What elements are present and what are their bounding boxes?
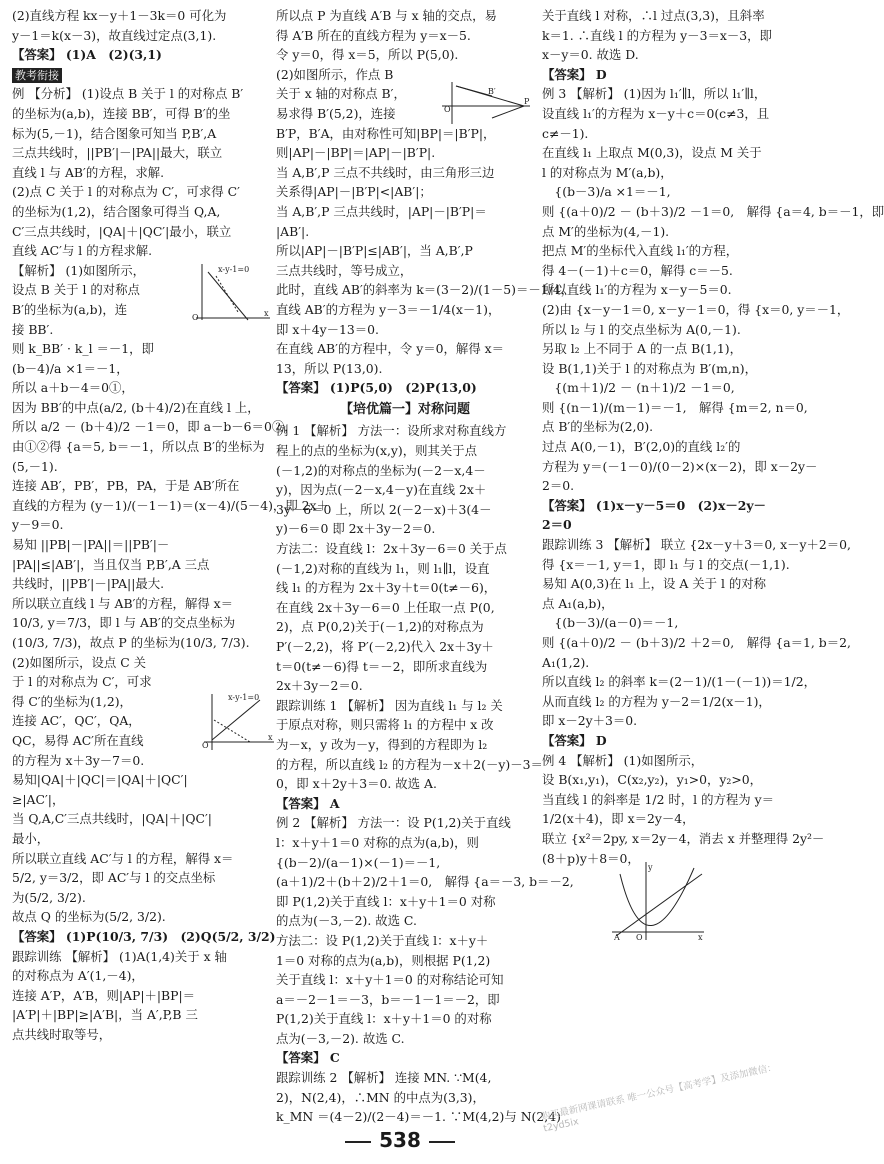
text-line: C′三点共线时，|QA|＋|QC′|最小，联立	[12, 223, 232, 239]
text-line: 2x＋3y－2＝0.	[276, 678, 363, 694]
text-line: 1/2(x＋4)，即 x＝2y－4，	[542, 811, 695, 827]
text-line: 所以联立直线 AC′与 l 的方程，解得 x＝	[12, 850, 234, 866]
text-line: 令 y＝0，得 x＝5，所以 P(5,0).	[276, 47, 459, 63]
text-line: 从而直线 l₂ 的方程为 y－2＝1/2(x－1)，	[542, 693, 771, 709]
text-line: 10/3, y＝7/3，即 l 与 AB′的交点坐标为	[12, 615, 236, 631]
figure-x-axis-reflection	[432, 80, 532, 126]
text-line: 直线 AC′与 l 的方程求解.	[12, 243, 153, 259]
text-line: 共线时，||PB′|－|PA||最大.	[12, 576, 165, 592]
text-line: 2)，点 P(0,2)关于(－1,2)的对称点为	[276, 619, 484, 635]
text-line: 点共线时取等号，	[12, 1026, 112, 1042]
text-line: 例 4 【解析】 (1)如图所示，	[542, 752, 704, 768]
svg-text:O: O	[202, 741, 209, 750]
text-line: 易知|QA|＋|QC|＝|QA|＋|QC′|	[12, 772, 188, 788]
text-line: 则 {(a＋0)/2 － (b＋3)/2 ＋2＝0, 解得 {a＝1, b＝2,	[542, 635, 851, 650]
text-line: |AB′|.	[276, 223, 310, 239]
answer-line: 【答案】 (1)A (2)(3,1)	[12, 47, 162, 63]
text-line: 例 【分析】 (1)设点 B 关于 l 的对称点 B′	[12, 86, 244, 102]
text-line: 在直线 AB′的方程中，令 y＝0，解得 x＝	[276, 341, 505, 357]
text-line: 1＝0 对称的点为(a,b)，则根据 P(1,2)	[276, 952, 491, 968]
text-line: 0，即 x＋2y＋3＝0. 故选 A.	[276, 776, 437, 792]
text-line: 即 x－2y＋3＝0.	[542, 713, 638, 729]
svg-text:O: O	[636, 933, 643, 942]
svg-text:B′: B′	[488, 87, 496, 96]
text-line: 所以 a/2 － (b＋4)/2 －1＝0，即 a－b－6＝0②，	[12, 419, 297, 435]
text-line: 得 A′B 所在的直线方程为 y＝x－5.	[276, 27, 471, 43]
watermark-text: 购买最新网课请联系 唯一公众号【高考学】及添加微信：t2yd5ix	[540, 1061, 778, 1135]
text-line: (2)由 {x－y－1＝0, x－y－1＝0，得 {x＝0, y＝－1，	[542, 301, 850, 317]
answer-line: 【答案】 D	[542, 732, 607, 748]
text-line: 为(5/2, 3/2).	[12, 889, 86, 905]
text-line: 的对称点为 A′(1,－4)，	[12, 968, 144, 984]
svg-text:x: x	[268, 733, 273, 742]
text-line: 例 1 【解析】 方法一：设所求对称直线方	[276, 423, 507, 439]
text-line: 方程为 y＝(－1－0)/(0－2)×(x－2)，即 x－2y－	[542, 458, 818, 474]
section-heading: 【培优篇一】对称问题	[339, 401, 470, 417]
text-line: (b－4)/a ×1＝－1，	[12, 360, 129, 376]
text-line: 接 BB′.	[12, 321, 54, 337]
text-line: 标为(5,－1)，结合图象可知当 P,B′,A	[12, 125, 217, 141]
text-line: (－1,2)对称的直线为 l₁，则 l₁∥l，设直	[276, 560, 490, 576]
text-line: (2)直线方程 kx－y＋1－3k＝0 可化为	[12, 8, 227, 23]
text-line: 即 P(1,2)关于直线 l：x＋y＋1＝0 对称	[276, 893, 496, 909]
text-line: k_MN ＝(4－2)/(2－4)＝－1. ∵M(4,2)与 N(2,4)	[276, 1109, 561, 1125]
text-line: 3y－6＝0 上，所以 2(－2－x)＋3(4－	[276, 501, 492, 517]
text-line: y)－6＝0 即 2x＋3y－2＝0.	[276, 521, 436, 537]
answer-line: 2＝0	[542, 517, 572, 533]
text-line: 当 A,B′,P 三点共线时，|AP|－|B′P|＝	[276, 203, 487, 219]
text-line: 当 A,B′,P 三点不共线时，由三角形三边	[276, 164, 495, 180]
text-line: 所以|AP|－|B′P|≤|AB′|，当 A,B′,P	[276, 243, 473, 259]
text-line: 三点共线时，||PB′|－|PA||最大，联立	[12, 145, 223, 161]
svg-text:P: P	[524, 97, 530, 106]
text-line: 在直线 l₁ 上取点 M(0,3)，设点 M 关于	[542, 145, 762, 161]
text-line: 13，所以 P(13,0).	[276, 360, 383, 376]
text-line: (a＋1)/2＋(b＋2)/2＋1＝0, 解得 {a＝－3, b＝－2,	[276, 874, 574, 890]
text-line: 当直线 l 的斜率是 1/2 时，l 的方程为 y＝	[542, 791, 774, 807]
text-line: QC，易得 AC′所在直线	[12, 732, 144, 748]
text-line: 易知 A(0,3)在 l₁ 上，设 A 关于 l 的对称	[542, 576, 767, 592]
text-line: 2＝0.	[542, 478, 575, 494]
text-line: (－1,2)的对称点的坐标为(－2－x,4－	[276, 462, 486, 478]
text-line	[12, 65, 268, 85]
text-line: {(m＋1)/2 － (n＋1)/2 －1＝0,	[542, 380, 735, 396]
text-line: 点为(－3,－2). 故选 C.	[276, 1030, 405, 1046]
text-line: 点 A₁(a,b)，	[542, 595, 614, 611]
text-line: 点 B′的坐标为(2,0).	[542, 419, 654, 435]
text-line: 所以 a＋b－4＝0①，	[12, 380, 134, 396]
text-line: x－y＝0. 故选 D.	[542, 47, 639, 63]
text-line: a＝－2－1＝－3，b＝－1－1＝－2，即	[276, 991, 500, 1007]
text-line: 在直线 2x＋3y－6＝0 上任取一点 P(0,	[276, 599, 495, 615]
text-line: 三点共线时，等号成立，	[276, 262, 413, 278]
text-line: 连接 A′P，A′B，则|AP|＋|BP|＝	[12, 987, 196, 1003]
text-line: 2)，N(2,4)，∴MN 的中点为(3,3)，	[276, 1089, 485, 1105]
text-line: 所以点 P 为直线 A′B 与 x 轴的交点，易	[276, 8, 497, 23]
text-line: 易知 ||PB|－|PA||＝||PB′|－	[12, 537, 170, 553]
svg-text:x: x	[264, 309, 269, 318]
text-line: 即 x＋4y－13＝0.	[276, 321, 379, 337]
text-line: 易求得 B′(5,2)，连接	[276, 105, 396, 121]
text-line: 过点 A(0,－1)，B′(2,0)的直线 l₂′的	[542, 439, 741, 455]
text-line: 设直线 l₁′的方程为 x－y＋c＝0(c≠3，且	[542, 105, 770, 121]
text-line: 所以 l₂ 与 l 的交点坐标为 A(0,－1).	[542, 321, 741, 337]
svg-text:O: O	[444, 105, 451, 114]
text-line: B′的坐标为(a,b)，连	[12, 301, 128, 317]
answer-line: 【答案】 D	[542, 66, 607, 82]
svg-text:A: A	[614, 933, 620, 942]
svg-text:y: y	[648, 863, 653, 872]
text-line: 则|AP|－|BP|＝|AP|－|B′P|.	[276, 145, 436, 161]
text-line: 点 M′的坐标为(4,－1).	[542, 223, 670, 239]
text-line: 此时，直线 AB′的斜率为 k＝(3－2)/(1－5)＝－1/4，	[276, 282, 574, 298]
text-line: 直线的方程为 (y－1)/(－1－1)＝(x－4)/(5－4)，即 2x＋	[12, 497, 329, 513]
text-line: 方法二：设 P(1,2)关于直线 l：x＋y＋	[276, 932, 489, 948]
text-line: 连接 AC′，QC′，QA，	[12, 713, 141, 729]
text-line: 的坐标为(1,2)，结合图象可得当 Q,A,	[12, 203, 221, 219]
text-line: 则 {(n－1)/(m－1)＝－1, 解得 {m＝2, n＝0,	[542, 399, 808, 415]
text-line: 方法二：设直线 l：2x＋3y－6＝0 关于点	[276, 541, 507, 557]
text-line: 于 l 的对称点为 C′，可求	[12, 674, 152, 690]
svg-text:x: x	[698, 933, 703, 942]
answer-line: 【答案】 (1)P(5,0) (2)P(13,0)	[276, 380, 477, 396]
text-line: 跟踪训练 【解析】 (1)A(1,4)关于 x 轴	[12, 948, 227, 964]
text-line: 关系得|AP|－|B′P|<|AB′|；	[276, 184, 432, 200]
text-line: P′(－2,2)，将 P′(－2,2)代入 2x＋3y＋	[276, 639, 494, 654]
text-line: {(b－3)/a ×1＝－1,	[542, 184, 671, 200]
answer-line: 【答案】 (1)P(10/3, 7/3) (2)Q(5/2, 3/2)	[12, 928, 276, 944]
text-line: 设点 B 关于 l 的对称点	[12, 282, 140, 298]
text-line: 的方程为 x＋3y－7＝0.	[12, 752, 145, 768]
answer-line: 【答案】 A	[276, 795, 340, 811]
text-line: 得 4－(－1)＋c＝0，解得 c＝－5.	[542, 262, 733, 278]
text-line: y－1＝k(x－3)，故直线过定点(3,1).	[12, 27, 217, 43]
text-line: 得 {x＝－1, y＝1，即 l₁ 与 l 的交点(－1,1).	[542, 556, 790, 572]
text-line: 所以直线 l₂ 的斜率 k＝(2－1)/(1－(－1))＝1/2，	[542, 674, 816, 690]
answer-line: 【答案】 (1)x－y－5＝0 (2)x－2y－	[542, 497, 766, 513]
text-line: y)，因为点(－2－x,4－y)在直线 2x＋	[276, 482, 487, 498]
text-line: 直线 AB′的方程为 y－3＝－1/4(x－1)，	[276, 301, 501, 317]
page-number: 538	[0, 1128, 800, 1152]
text-line: y－9＝0.	[12, 517, 64, 533]
text-line: 当 Q,A,C′三点共线时，|QA|＋|QC′|	[12, 811, 212, 827]
text-line: 则 k_BB′ · k_l ＝－1，即	[12, 341, 154, 357]
text-line: 为－x，y 改为－y，得到的方程即为 l₂	[276, 736, 488, 752]
figure-reflection-B	[188, 262, 272, 322]
text-line: P(1,2)关于直线 l：x＋y＋1＝0 的对称	[276, 1011, 492, 1027]
text-line: 故点 Q 的坐标为(5/2, 3/2).	[12, 909, 166, 925]
text-line: l：x＋y＋1＝0 对称的点为(a,b)，则	[276, 834, 479, 850]
text-line: 跟踪训练 3 【解析】 联立 {2x－y＋3＝0, x－y＋2＝0,	[542, 537, 851, 553]
text-line: 跟踪训练 2 【解析】 连接 MN. ∵M(4,	[276, 1070, 492, 1086]
text-line: 关于直线 l：x＋y＋1＝0 的对称结论可知	[276, 972, 504, 988]
text-line: {(b－2)/(a－1)×(－1)＝－1,	[276, 854, 441, 870]
text-line: ≥|AC′|，	[12, 791, 65, 807]
text-line: 的方程，所以直线 l₂ 的方程为－x＋2(－y)－3＝	[276, 756, 543, 772]
text-line: 因为 BB′的中点(a/2, (b＋4)/2)在直线 l 上，	[12, 399, 260, 415]
text-line: (10/3, 7/3)，故点 P 的坐标为(10/3, 7/3).	[12, 635, 250, 650]
text-line: 连接 AB′，PB′，PB，PA，于是 AB′所在	[12, 478, 240, 494]
svg-text:O: O	[192, 313, 199, 322]
text-line: 所以联立直线 l 与 AB′的方程，解得 x＝	[12, 595, 234, 611]
text-line: 关于直线 l 对称，∴l 过点(3,3)，且斜率	[542, 8, 765, 23]
text-line: 例 2 【解析】 方法一：设 P(1,2)关于直线	[276, 815, 511, 831]
figure-reflection-C	[200, 690, 276, 752]
text-line: (2)如图所示，设点 C 关	[12, 654, 147, 670]
text-line: t＝0(t≠－6)得 t＝－2，即所求直线为	[276, 658, 488, 674]
text-line: 线 l₁ 的方程为 2x＋3y＋t＝0(t≠－6)，	[276, 580, 497, 596]
text-line: 所以直线 l₁′的方程为 x－y－5＝0.	[542, 282, 732, 298]
text-line: 联立 {x²＝2py, x＝2y－4，消去 x 并整理得 2y²－	[542, 830, 825, 846]
text-line: |A′P|＋|BP|≥|A′B|，当 A′,P,B 三	[12, 1007, 198, 1023]
text-line: 设 B(x₁,y₁)，C(x₂,y₂)，y₁>0，y₂>0，	[542, 772, 763, 788]
text-line: l 的对称点为 M′(a,b)，	[542, 164, 673, 180]
text-line: 把点 M′的坐标代入直线 l₁′的方程，	[542, 243, 739, 259]
text-line: 5/2, y＝3/2，即 AC′与 l 的交点坐标	[12, 870, 216, 886]
text-line: 直线 l 与 AB′的方程，求解.	[12, 164, 165, 180]
text-line: 于原点对称，则只需将 l₁ 的方程中 x 改	[276, 717, 494, 733]
text-line: 跟踪训练 1 【解析】 因为直线 l₁ 与 l₂ 关	[276, 697, 503, 713]
text-line: 最小，	[12, 830, 50, 846]
text-line: 关于 x 轴的对称点 B′，	[276, 86, 406, 102]
text-line: (2)点 C 关于 l 的对称点为 C′，可求得 C′	[12, 184, 240, 200]
text-line: B′P，B′A，由对称性可知|BP|＝|B′P|，	[276, 125, 496, 141]
figure-parabola	[610, 860, 706, 942]
svg-text:x-y-1=0: x-y-1=0	[218, 265, 250, 274]
text-line: 则 {(a＋0)/2 － (b＋3)/2 －1＝0, 解得 {a＝4, b＝－1，即	[542, 203, 884, 219]
text-line: 的点为(－3,－2). 故选 C.	[276, 913, 417, 929]
text-line: 【解析】 (1)如图所示，	[12, 262, 146, 278]
text-line: 程上的点的坐标为(x,y)，则其关于点	[276, 443, 478, 459]
text-line: (5,－1).	[12, 458, 58, 474]
text-line: (8＋p)y＋8＝0，	[542, 850, 640, 866]
text-line: {(b－3)/(a－0)＝－1,	[542, 615, 679, 631]
svg-text:x-y-1=0: x-y-1=0	[228, 693, 260, 702]
section-tag: 教考衔接	[12, 68, 62, 83]
text-line: 的坐标为(a,b)，连接 BB′，可得 B′的坐	[12, 105, 231, 121]
answer-line: 【答案】 C	[276, 1050, 340, 1066]
text-line: c≠－1).	[542, 125, 589, 141]
text-line: (2)如图所示，作点 B	[276, 66, 394, 82]
text-line: |PA||≤|AB′|，当且仅当 P,B′,A 三点	[12, 556, 210, 572]
text-line: 例 3 【解析】 (1)因为 l₁′∥l，所以 l₁′∥l，	[542, 86, 767, 102]
text-line: 得 C′的坐标为(1,2)，	[12, 693, 132, 709]
text-line: 设 B(1,1)关于 l 的对称点为 B′(m,n)，	[542, 360, 757, 376]
text-line: k＝1. ∴直线 l 的方程为 y－3＝x－3，即	[542, 27, 772, 43]
text-line: 由①②得 {a＝5, b＝－1，所以点 B′的坐标为	[12, 439, 265, 455]
column-right	[542, 6, 884, 868]
text-line: 另取 l₂ 上不同于 A 的一点 B(1,1)，	[542, 341, 742, 357]
text-line: A₁(1,2).	[542, 654, 590, 670]
